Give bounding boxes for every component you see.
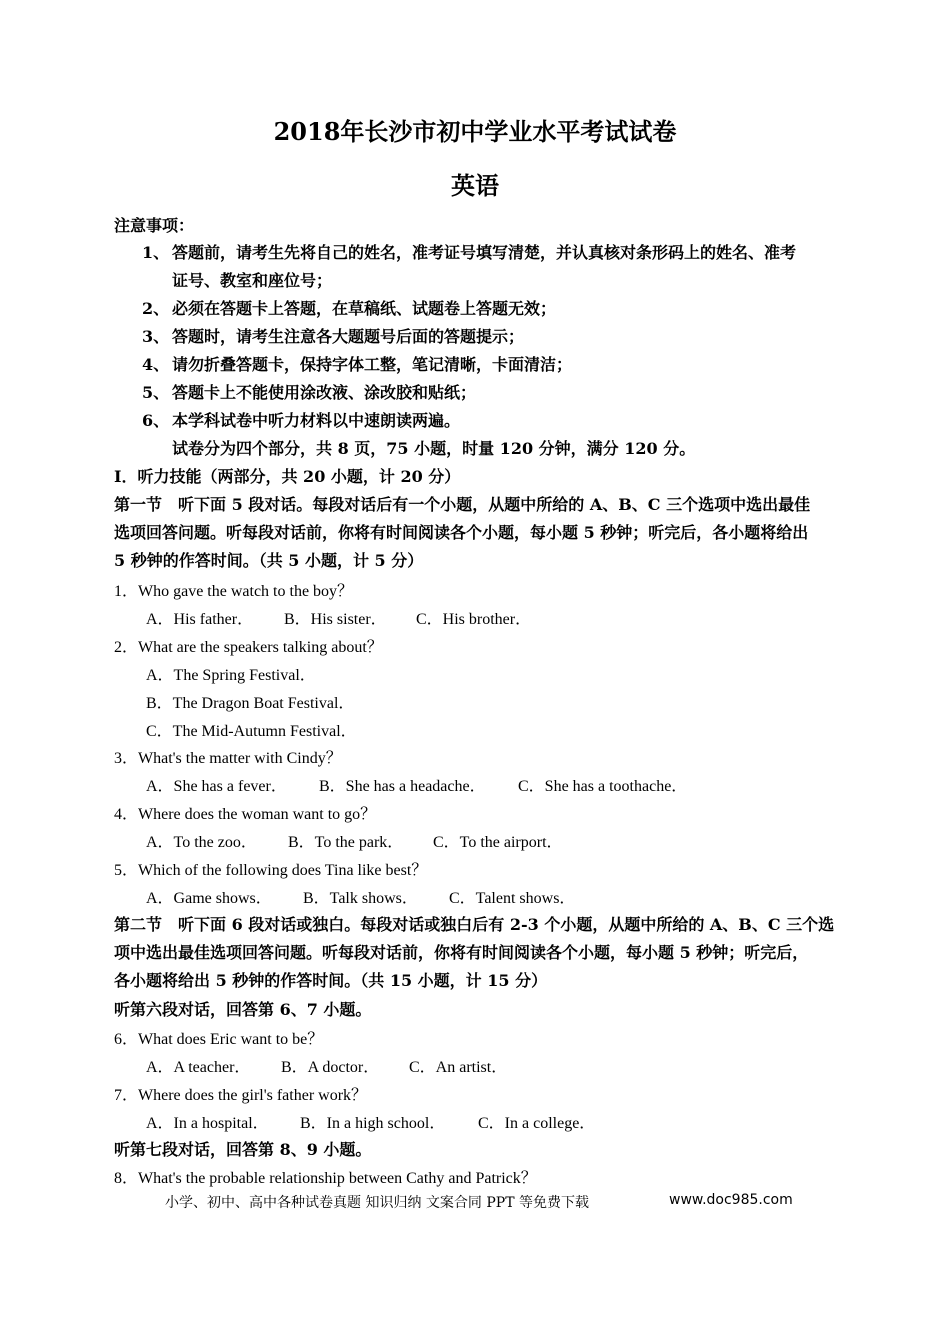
dialog-instruction: 听第七段对话，回答第 8、9 小题。 <box>114 1140 372 1159</box>
option-b: B．In a high school． <box>300 1115 446 1132</box>
footer-website: www.doc985.com <box>669 1192 793 1208</box>
option-a: A．To the zoo． <box>146 834 257 851</box>
option-a: A．His father． <box>146 611 254 628</box>
question: 7．Where does the girl's father work？ <box>114 1087 368 1104</box>
notice-item-text: 答题时，请考生注意各大题题号后面的答题提示； <box>172 327 525 346</box>
section-instruction: 选项回答问题。听每段对话前，你将有时间阅读各个小题，每小题 5 秒钟；听完后，各小题将给出 <box>114 523 809 542</box>
notice-item-number: 2、 <box>142 299 170 318</box>
notice-item-text: 本学科试卷中听力材料以中速朗读两遍。 <box>172 411 461 430</box>
section-instruction: 5 秒钟的作答时间。（共 5 小题，计 5 分） <box>114 551 424 570</box>
option-c: C．To the airport． <box>433 834 563 851</box>
question: 5．Which of the following does Tina like best？ <box>114 862 428 879</box>
option-b: B．To the park． <box>288 834 404 851</box>
option-a: A．A teacher． <box>146 1059 251 1076</box>
question: 2．What are the speakers talking about？ <box>114 639 383 656</box>
notice-item-text-cont: 证号、教室和座位号； <box>172 271 333 290</box>
notice-item-text: 答题前，请考生先将自己的姓名，准考证号填写清楚，并认真核对条形码上的姓名、准考 <box>172 243 797 262</box>
option-b: B．A doctor． <box>281 1059 380 1076</box>
option-a: A．In a hospital． <box>146 1115 269 1132</box>
option-b: B．The Dragon Boat Festival． <box>146 695 355 712</box>
exam-subject: 英语 <box>451 171 499 200</box>
part-heading: Ⅰ．听力技能（两部分，共 20 小题，计 20 分） <box>114 467 461 486</box>
question: 4．Where does the woman want to go？ <box>114 806 377 823</box>
option-a: A．The Spring Festival． <box>146 667 316 684</box>
notice-item-number: 1、 <box>142 243 170 262</box>
option-b: B．Talk shows． <box>303 890 418 907</box>
option-c: C．The Mid-Autumn Festival． <box>146 723 357 740</box>
section-instruction: 项中选出最佳选项回答问题。听每段对话前，你将有时间阅读各个小题，每小题 5 秒钟；听完后， <box>114 943 809 962</box>
option-c: C．Talent shows． <box>449 890 576 907</box>
option-b: B．His sister． <box>284 611 387 628</box>
option-a: A．Game shows． <box>146 890 272 907</box>
section-instruction: 第一节 听下面 5 段对话。每段对话后有一个小题，从题中所给的 A、B、C 三个选项中选出最佳 <box>114 495 811 514</box>
question: 3．What's the matter with Cindy？ <box>114 750 342 767</box>
dialog-instruction: 听第六段对话，回答第 6、7 小题。 <box>114 1000 372 1019</box>
notice-item-number: 4、 <box>142 355 170 374</box>
footer-text: 小学、初中、高中各种试卷真题 知识归纳 文案合同 PPT 等免费下载 <box>165 1195 589 1211</box>
option-a: A．She has a fever． <box>146 778 287 795</box>
section-instruction: 各小题将给出 5 秒钟的作答时间。（共 15 小题，计 15 分） <box>114 971 548 990</box>
section-instruction: 第二节 听下面 6 段对话或独白。每段对话或独白后有 2-3 个小题，从题中所给的 A、B、C 三个选 <box>114 915 835 934</box>
option-b: B．She has a headache． <box>319 778 486 795</box>
question: 6．What does Eric want to be？ <box>114 1031 324 1048</box>
option-c: C．An artist． <box>409 1059 508 1076</box>
option-c: C．She has a toothache． <box>518 778 688 795</box>
notice-summary: 试卷分为四个部分，共 8 页，75 小题，时量 120 分钟，满分 120 分。 <box>172 439 696 458</box>
notice-item-text: 必须在答题卡上答题，在草稿纸、试题卷上答题无效； <box>172 299 557 318</box>
notice-item-number: 6、 <box>142 411 170 430</box>
notice-item-text: 请勿折叠答题卡，保持字体工整，笔记清晰，卡面清洁； <box>172 355 573 374</box>
exam-title: 2018年长沙市初中学业水平考试试卷 <box>273 117 677 146</box>
option-c: C．His brother． <box>416 611 532 628</box>
question: 8．What's the probable relationship between Cathy and Patrick？ <box>114 1170 537 1187</box>
option-c: C．In a college． <box>478 1115 596 1132</box>
notice-item-number: 5、 <box>142 383 170 402</box>
notice-item-text: 答题卡上不能使用涂改液、涂改胶和贴纸； <box>172 383 477 402</box>
question: 1．Who gave the watch to the boy？ <box>114 583 354 600</box>
notice-item-number: 3、 <box>142 327 170 346</box>
notice-heading: 注意事项： <box>114 216 195 235</box>
